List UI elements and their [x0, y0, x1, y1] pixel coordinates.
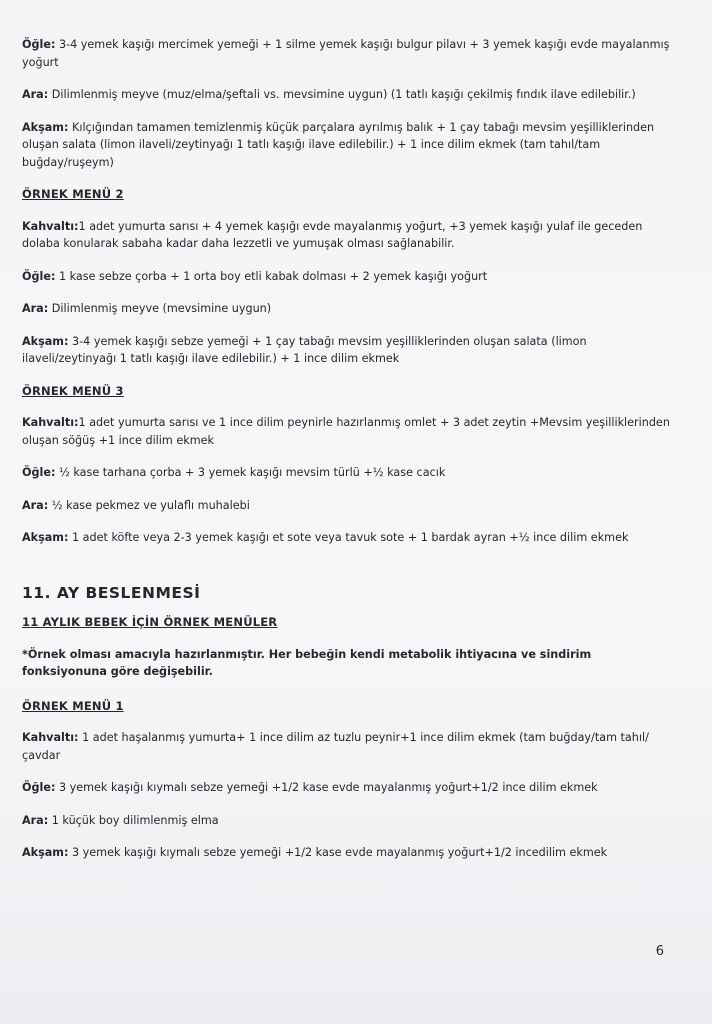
- section-subheading: 11 AYLIK BEBEK İÇİN ÖRNEK MENÜLER: [22, 615, 278, 629]
- meal-lunch: [22, 36, 672, 71]
- meal-label: Öğle:: [22, 38, 56, 51]
- meal-lunch: [22, 268, 672, 286]
- meal-lunch: [22, 779, 672, 797]
- meal-snack: [22, 812, 672, 830]
- menu-heading: ÖRNEK MENÜ 1: [22, 698, 124, 713]
- meal-label: Akşam:: [22, 120, 69, 134]
- menu-heading: ÖRNEK MENÜ 2: [22, 187, 124, 201]
- meal-text: 3-4 yemek kaşığı sebze yemeği + 1 çay tabağı mevsim yeşilliklerinden oluşan salata (limon ilaveli/zeytinyağı 1 tatlı kaşığı ilave edilebilir.) + 1 ince dilim ekmek: [22, 334, 587, 365]
- meal-text: 3 yemek kaşığı kıymalı sebze yemeği +1/2 kase evde mayalanmış yoğurt+1/2 incedilim ekmek: [68, 846, 608, 859]
- meal-breakfast: [22, 414, 672, 449]
- meal-dinner: [22, 529, 672, 547]
- meal-breakfast: [22, 218, 672, 253]
- meal-label: Ara:: [22, 813, 49, 827]
- meal-breakfast: [22, 729, 672, 764]
- meal-label: Öğle:: [22, 466, 56, 479]
- meal-label: Kahvaltı:: [22, 731, 79, 744]
- meal-text: 1 adet haşalanmış yumurta+ 1 ince dilim az tuzlu peynir+1 ince dilim ekmek (tam buğday/tam tahıl/çavdar: [22, 731, 649, 762]
- page-content: [22, 36, 672, 877]
- section-title: 11. AY BESLENMESİ: [22, 583, 201, 602]
- meal-text: Dilimlenmiş meyve (mevsimine uygun): [48, 302, 272, 315]
- meal-text: Kılçığından tamamen temizlenmiş küçük parçalara ayrılmış balık + 1 çay tabağı mevsim yeşilliklerinden oluşan salata (limon ilaveli/zeytinyağı 1 tatlı kaşığı ilave edilebilir.) + 1 ince dilim ekmek (tam tahıl/tam buğday/ruşeym): [22, 120, 655, 169]
- meal-text: 1 adet yumurta sarısı + 4 yemek kaşığı evde mayalanmış yoğurt, +3 yemek kaşığı yulaf ile geceden dolaba konularak sabaha kadar daha lezzetli ve yumuşak olması sağlanabilir.: [22, 219, 643, 250]
- meal-lunch: [22, 464, 672, 482]
- meal-label: Akşam:: [22, 531, 69, 544]
- meal-text: 3-4 yemek kaşığı mercimek yemeği + 1 silme yemek kaşığı bulgur pilavı + 3 yemek kaşığı evde mayalanmış yoğurt: [22, 38, 670, 69]
- page-number: 6: [655, 944, 664, 959]
- meal-text: 1 adet köfte veya 2-3 yemek kaşığı et sote veya tavuk sote + 1 bardak ayran +½ ince dilim ekmek: [68, 531, 629, 544]
- meal-label: Akşam:: [22, 334, 69, 348]
- meal-text: 1 kase sebze çorba + 1 orta boy etli kabak dolması + 2 yemek kaşığı yoğurt: [55, 269, 488, 283]
- meal-text: ½ kase pekmez ve yulaflı muhalebi: [48, 498, 250, 512]
- meal-label: Ara:: [22, 498, 49, 512]
- meal-snack: [22, 497, 672, 515]
- meal-dinner: [22, 333, 672, 368]
- meal-label: Ara:: [22, 302, 49, 315]
- meal-text: 1 küçük boy dilimlenmiş elma: [48, 813, 219, 827]
- meal-text: 1 adet yumurta sarısı ve 1 ince dilim peynirle hazırlanmış omlet + 3 adet zeytin +Mevsim yeşilliklerinden oluşan söğüş +1 ince dilim ekmek: [22, 416, 670, 447]
- meal-dinner: [22, 844, 672, 862]
- meal-label: Kahvaltı:: [22, 416, 79, 429]
- disclaimer-note: *Örnek olması amacıyla hazırlanmıştır. Her bebeğin kendi metabolik ihtiyacına ve sindirim fonksiyonuna göre değişebilir.: [22, 647, 592, 678]
- meal-text: Dilimlenmiş meyve (muz/elma/şeftali vs. mevsimine uygun) (1 tatlı kaşığı çekilmiş fındık ilave edilebilir.): [48, 88, 636, 101]
- meal-text: 3 yemek kaşığı kıymalı sebze yemeği +1/2 kase evde mayalanmış yoğurt+1/2 ince dilim ekmek: [55, 781, 598, 794]
- meal-snack: [22, 300, 672, 318]
- meal-label: Öğle:: [22, 269, 56, 283]
- meal-label: Akşam:: [22, 846, 69, 859]
- menu-heading: ÖRNEK MENÜ 3: [22, 383, 124, 398]
- meal-label: Kahvaltı:: [22, 219, 79, 233]
- meal-label: Öğle:: [22, 781, 56, 794]
- meal-snack: [22, 86, 672, 104]
- meal-dinner: [22, 119, 672, 172]
- meal-text: ½ kase tarhana çorba + 3 yemek kaşığı mevsim türlü +½ kase cacık: [55, 466, 446, 479]
- meal-label: Ara:: [22, 88, 49, 101]
